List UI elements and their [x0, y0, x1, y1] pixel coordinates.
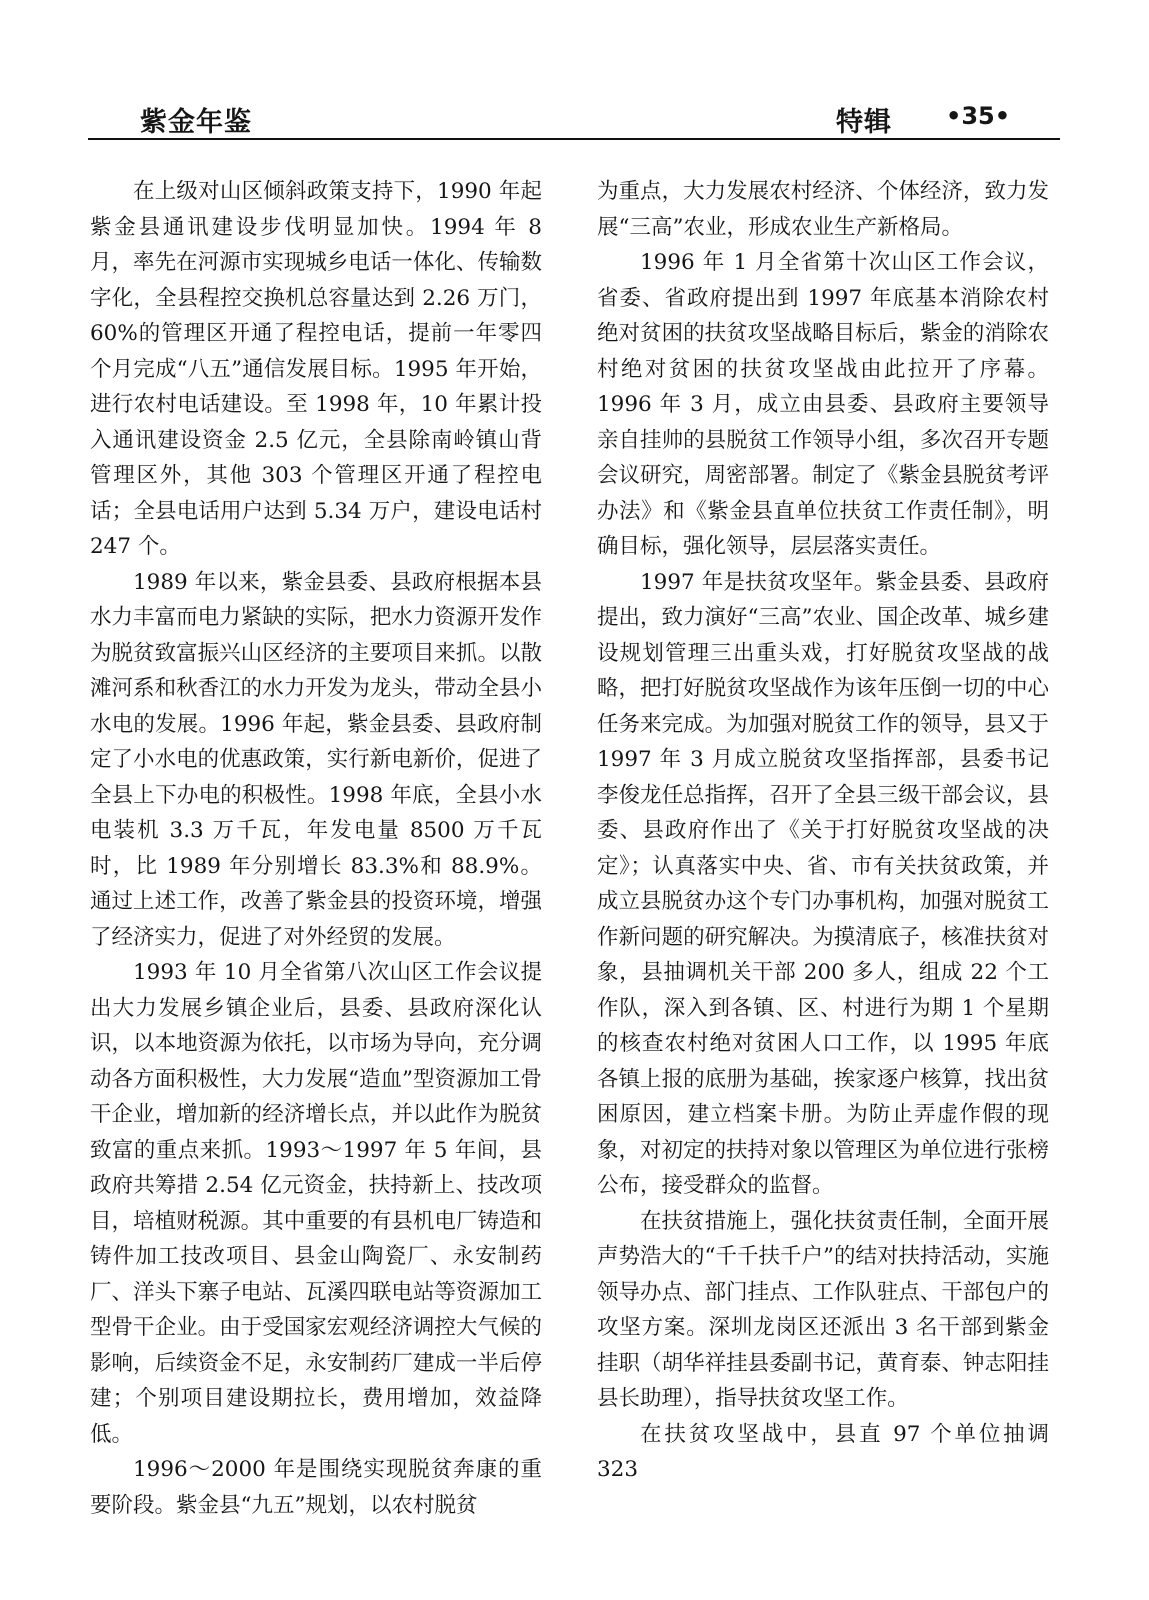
paragraph: 在扶贫攻坚战中，县直 97 个单位抽调 323 [597, 1421, 1049, 1482]
section-name: 特辑 [836, 107, 892, 138]
running-header [88, 96, 1060, 140]
left-column [90, 174, 542, 1523]
paragraph-continued: 为重点，大力发展农村经济、个体经济，致力发展“三高”农业，形成农业生产新格局。 [597, 179, 1049, 240]
header-rule [88, 138, 1060, 140]
right-column [597, 174, 1049, 1488]
paragraph: 在扶贫措施上，强化扶贫责任制，全面开展声势浩大的“千千扶千户”的结对扶持活动，实施领导办点、部门挂点、工作队驻点、干部包户的攻坚方案。深圳龙岗区还派出 3 名干部到紫金挂职（胡华祥挂县委副书记，黄育泰、钟志阳挂县长助理），指导扶贫攻坚工作。 [597, 1208, 1049, 1411]
page-number: •35• [946, 102, 1011, 130]
yearbook-title: 紫金年鉴 [140, 107, 252, 138]
paragraph: 1997 年是扶贫攻坚年。紫金县委、县政府提出，致力演好“三高”农业、国企改革、城乡建设规划管理三出重头戏，打好脱贫攻坚战的战略，把打好脱贫攻坚战作为该年压倒一切的中心任务来完成。为加强对脱贫工作的领导，县又于 1997 年 3 月成立脱贫攻坚指挥部，县委书记李俊龙任总指挥，召开了全县三级干部会议，县委、县政府作出了《关于打好脱贫攻坚战的决定》；认真落实中央、省、市有关扶贫政策，并成立县脱贫办这个专门办事机构，加强对脱贫工作新问题的研究解决。为摸清底子，核准扶贫对象，县抽调机关干部 200 多人，组成 22 个工作队，深入到各镇、区、村进行为期 1 个星期的核查农村绝对贫困人口工作，以 1995 年底各镇上报的底册为基础，挨家逐户核算，找出贫困原因，建立档案卡册。为防止弄虚作假的现象，对初定的扶持对象以管理区为单位进行张榜公布，接受群众的监督。 [597, 569, 1049, 1198]
paragraph: 1989 年以来，紫金县委、县政府根据本县水力丰富而电力紧缺的实际，把水力资源开发作为脱贫致富振兴山区经济的主要项目来抓。以散滩河系和秋香江的水力开发为龙头，带动全县小水电的发展。1996 年起，紫金县委、县政府制定了小水电的优惠政策，实行新电新价，促进了全县上下办电的积极性。1998 年底，全县小水电装机 3.3 万千瓦，年发电量 8500 万千瓦时，比 1989 年分别增长 83.3%和 88.9%。通过上述工作，改善了紫金县的投资环境，增强了经济实力，促进了对外经贸的发展。 [90, 569, 542, 950]
paragraph: 1993 年 10 月全省第八次山区工作会议提出大力发展乡镇企业后，县委、县政府深化认识，以本地资源为依托，以市场为导向，充分调动各方面积极性，大力发展“造血”型资源加工骨干企业，增加新的经济增长点，并以此作为脱贫致富的重点来抓。1993～1997 年 5 年间，县政府共筹措 2.54 亿元资金，扶持新上、技改项目，培植财税源。其中重要的有县机电厂铸造和铸件加工技改项目、县金山陶瓷厂、永安制药厂、洋头下寨子电站、瓦溪四联电站等资源加工型骨干企业。由于受国家宏观经济调控大气候的影响，后续资金不足，永安制药厂建成一半后停建；个别项目建设期拉长，费用增加，效益降低。 [90, 960, 542, 1447]
paragraph: 1996～2000 年是围绕实现脱贫奔康的重要阶段。紫金县“九五”规划，以农村脱贫 [90, 1457, 542, 1518]
paragraph: 在上级对山区倾斜政策支持下，1990 年起紫金县通讯建设步伐明显加快。1994 年 8 月，率先在河源市实现城乡电话一体化、传输数字化，全县程控交换机总容量达到 2.26 万门，60%的管理区开通了程控电话，提前一年零四个月完成“八五”通信发展目标。1995 年开始，进行农村电话建设。至 1998 年，10 年累计投入通讯建设资金 2.5 亿元，全县除南岭镇山背管理区外，其他 303 个管理区开通了程控电话；全县电话用户达到 5.34 万户，建设电话村 247 个。 [90, 179, 542, 559]
paragraph: 1996 年 1 月全省第十次山区工作会议，省委、省政府提出到 1997 年底基本消除农村绝对贫困的扶贫攻坚战略目标后，紫金的消除农村绝对贫困的扶贫攻坚战由此拉开了序幕。1996 年 3 月，成立由县委、县政府主要领导亲自挂帅的县脱贫工作领导小组，多次召开专题会议研究，周密部署。制定了《紫金县脱贫考评办法》和《紫金县直单位扶贫工作责任制》，明确目标，强化领导，层层落实责任。 [597, 250, 1049, 559]
